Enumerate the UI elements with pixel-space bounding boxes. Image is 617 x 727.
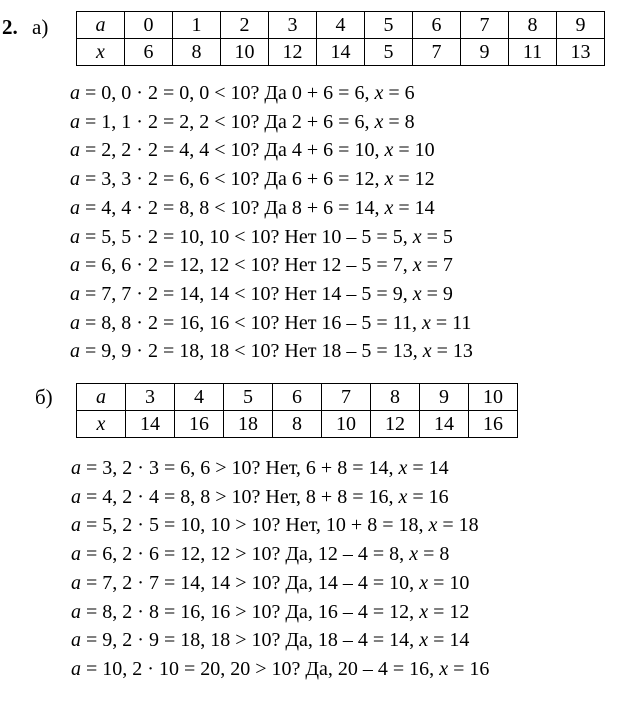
var-x: x bbox=[384, 168, 394, 191]
solution-line bbox=[70, 165, 473, 194]
var-x: x bbox=[374, 82, 384, 104]
table-row-a bbox=[77, 12, 605, 39]
table-cell: 9 bbox=[557, 12, 605, 39]
table-cell: 3 bbox=[269, 12, 317, 39]
var-a: a bbox=[71, 514, 81, 537]
solution-line bbox=[70, 79, 473, 108]
var-x: x bbox=[384, 139, 394, 162]
line-text: = 8, 2 · 8 = 16, 16 > 10? Да, 16 – 4 = 12, bbox=[81, 600, 420, 623]
var-x: x bbox=[419, 571, 429, 594]
line-result: = 16 bbox=[448, 657, 490, 680]
line-text: = 6, 6 · 2 = 12, 12 < 10? Нет 12 – 5 = 7, bbox=[80, 254, 413, 277]
part-b-label: б) bbox=[35, 385, 53, 409]
var-x: x bbox=[398, 485, 408, 508]
var-x: x bbox=[419, 600, 429, 623]
var-a: a bbox=[70, 82, 80, 104]
line-text: = 6, 2 · 6 = 12, 12 > 10? Да, 12 – 4 = 8, bbox=[81, 543, 410, 566]
table-cell: 9 bbox=[461, 39, 509, 66]
line-text: = 2, 2 · 2 = 4, 4 < 10? Да 4 + 6 = 10, bbox=[80, 139, 385, 162]
table-cell: 10 bbox=[469, 384, 518, 411]
solution-line bbox=[71, 511, 489, 540]
solution-line bbox=[71, 540, 489, 569]
line-text: = 0, 0 · 2 = 0, 0 < 10? Да 0 + 6 = 6, bbox=[80, 82, 375, 104]
line-result: = 9 bbox=[421, 282, 453, 305]
table-cell: 13 bbox=[557, 39, 605, 66]
table-cell: 18 bbox=[224, 411, 273, 438]
var-x: x bbox=[374, 110, 384, 133]
table-cell: 4 bbox=[317, 12, 365, 39]
table-row-x bbox=[77, 39, 605, 66]
var-a: a bbox=[70, 196, 80, 219]
var-x: x bbox=[412, 254, 422, 277]
line-result: = 18 bbox=[437, 514, 479, 537]
table-cell: 6 bbox=[125, 39, 173, 66]
table-cell: 7 bbox=[461, 12, 509, 39]
line-text: = 7, 7 · 2 = 14, 14 < 10? Нет 14 – 5 = 9, bbox=[80, 282, 413, 305]
table-cell: 14 bbox=[317, 39, 365, 66]
table-cell: 8 bbox=[173, 39, 221, 66]
var-x: x bbox=[398, 457, 408, 479]
table-cell: 5 bbox=[365, 12, 413, 39]
line-result: = 13 bbox=[431, 340, 473, 363]
var-a: a bbox=[70, 225, 80, 248]
table-cell: 7 bbox=[322, 384, 371, 411]
line-text: = 8, 8 · 2 = 16, 16 < 10? Нет 16 – 5 = 11, bbox=[80, 311, 422, 334]
var-a: a bbox=[70, 168, 80, 191]
var-a: a bbox=[70, 110, 80, 133]
table-cell: 8 bbox=[509, 12, 557, 39]
var-a: a bbox=[70, 254, 80, 277]
var-a: a bbox=[71, 543, 81, 566]
solution-line bbox=[71, 626, 489, 655]
var-a: a bbox=[70, 139, 80, 162]
table-row-x bbox=[77, 411, 518, 438]
table-cell: 12 bbox=[269, 39, 317, 66]
line-text: = 10, 2 · 10 = 20, 20 > 10? Да, 20 – 4 = 16, bbox=[81, 657, 440, 680]
line-result: = 14 bbox=[393, 196, 435, 219]
line-result: = 7 bbox=[421, 254, 453, 277]
solution-line bbox=[70, 337, 473, 366]
table-row-label: x bbox=[77, 411, 126, 438]
solution-line bbox=[71, 598, 489, 627]
table-cell: 8 bbox=[371, 384, 420, 411]
var-x: x bbox=[412, 225, 422, 248]
var-a: a bbox=[71, 657, 81, 680]
var-x: x bbox=[384, 196, 394, 219]
table-cell: 2 bbox=[221, 12, 269, 39]
line-text: = 3, 3 · 2 = 6, 6 < 10? Да 6 + 6 = 12, bbox=[80, 168, 385, 191]
solution-line bbox=[71, 483, 489, 512]
solution-line bbox=[70, 251, 473, 280]
table-cell: 12 bbox=[371, 411, 420, 438]
line-text: = 7, 2 · 7 = 14, 14 > 10? Да, 14 – 4 = 10, bbox=[81, 571, 420, 594]
var-a: a bbox=[71, 457, 81, 479]
table-row-label: x bbox=[77, 39, 125, 66]
solution-line bbox=[70, 223, 473, 252]
line-result: = 5 bbox=[421, 225, 453, 248]
line-result: = 10 bbox=[428, 571, 470, 594]
line-result: = 12 bbox=[428, 600, 470, 623]
var-x: x bbox=[422, 340, 432, 363]
part-b-solution-lines bbox=[71, 454, 489, 684]
table-cell: 10 bbox=[322, 411, 371, 438]
table-cell: 8 bbox=[273, 411, 322, 438]
var-a: a bbox=[71, 485, 81, 508]
var-a: a bbox=[71, 629, 81, 652]
part-a-label: а) bbox=[32, 15, 49, 39]
var-a: a bbox=[70, 340, 80, 363]
line-text: = 3, 2 · 3 = 6, 6 > 10? Нет, 6 + 8 = 14, bbox=[81, 457, 399, 479]
line-result: = 8 bbox=[418, 543, 450, 566]
line-text: = 5, 5 · 2 = 10, 10 < 10? Нет 10 – 5 = 5, bbox=[80, 225, 413, 248]
line-text: = 9, 2 · 9 = 18, 18 > 10? Да, 18 – 4 = 14, bbox=[81, 629, 420, 652]
line-text: = 4, 4 · 2 = 8, 8 < 10? Да 8 + 6 = 14, bbox=[80, 196, 385, 219]
line-result: = 6 bbox=[383, 82, 415, 104]
table-cell: 7 bbox=[413, 39, 461, 66]
table-cell: 16 bbox=[175, 411, 224, 438]
line-result: = 16 bbox=[407, 485, 449, 508]
table-row-label: a bbox=[77, 384, 126, 411]
line-result: = 10 bbox=[393, 139, 435, 162]
var-x: x bbox=[419, 629, 429, 652]
problem-number: 2. bbox=[2, 15, 18, 39]
table-row-a bbox=[77, 384, 518, 411]
table-cell: 9 bbox=[420, 384, 469, 411]
line-result: = 8 bbox=[383, 110, 415, 133]
var-a: a bbox=[71, 600, 81, 623]
table-cell: 6 bbox=[413, 12, 461, 39]
solution-line bbox=[70, 194, 473, 223]
table-cell: 10 bbox=[221, 39, 269, 66]
line-text: = 1, 1 · 2 = 2, 2 < 10? Да 2 + 6 = 6, bbox=[80, 110, 375, 133]
table-cell: 3 bbox=[126, 384, 175, 411]
table-row-label: a bbox=[77, 12, 125, 39]
table-cell: 11 bbox=[509, 39, 557, 66]
table-cell: 4 bbox=[175, 384, 224, 411]
var-x: x bbox=[412, 282, 422, 305]
var-a: a bbox=[70, 311, 80, 334]
var-x: x bbox=[439, 657, 449, 680]
table-cell: 1 bbox=[173, 12, 221, 39]
var-a: a bbox=[70, 282, 80, 305]
solution-line bbox=[70, 136, 473, 165]
var-x: x bbox=[421, 311, 431, 334]
line-result: = 14 bbox=[428, 629, 470, 652]
var-x: x bbox=[409, 543, 419, 566]
var-a: a bbox=[71, 571, 81, 594]
solution-line bbox=[71, 569, 489, 598]
table-cell: 0 bbox=[125, 12, 173, 39]
solution-line bbox=[70, 280, 473, 309]
part-a-value-table bbox=[76, 11, 605, 66]
table-cell: 5 bbox=[224, 384, 273, 411]
table-cell: 16 bbox=[469, 411, 518, 438]
line-result: = 12 bbox=[393, 168, 435, 191]
table-cell: 6 bbox=[273, 384, 322, 411]
var-x: x bbox=[428, 514, 438, 537]
solution-line bbox=[71, 454, 489, 483]
line-text: = 4, 2 · 4 = 8, 8 > 10? Нет, 8 + 8 = 16, bbox=[81, 485, 399, 508]
part-a-solution-lines bbox=[70, 79, 473, 366]
part-b-value-table bbox=[76, 383, 518, 438]
table-cell: 5 bbox=[365, 39, 413, 66]
solution-line bbox=[71, 655, 489, 684]
line-result: = 11 bbox=[430, 311, 472, 334]
solution-line bbox=[70, 108, 473, 137]
solution-line bbox=[70, 309, 473, 338]
line-text: = 5, 2 · 5 = 10, 10 > 10? Нет, 10 + 8 = 18, bbox=[81, 514, 429, 537]
table-cell: 14 bbox=[420, 411, 469, 438]
line-text: = 9, 9 · 2 = 18, 18 < 10? Нет 18 – 5 = 13, bbox=[80, 340, 423, 363]
table-cell: 14 bbox=[126, 411, 175, 438]
line-result: = 14 bbox=[407, 457, 449, 479]
